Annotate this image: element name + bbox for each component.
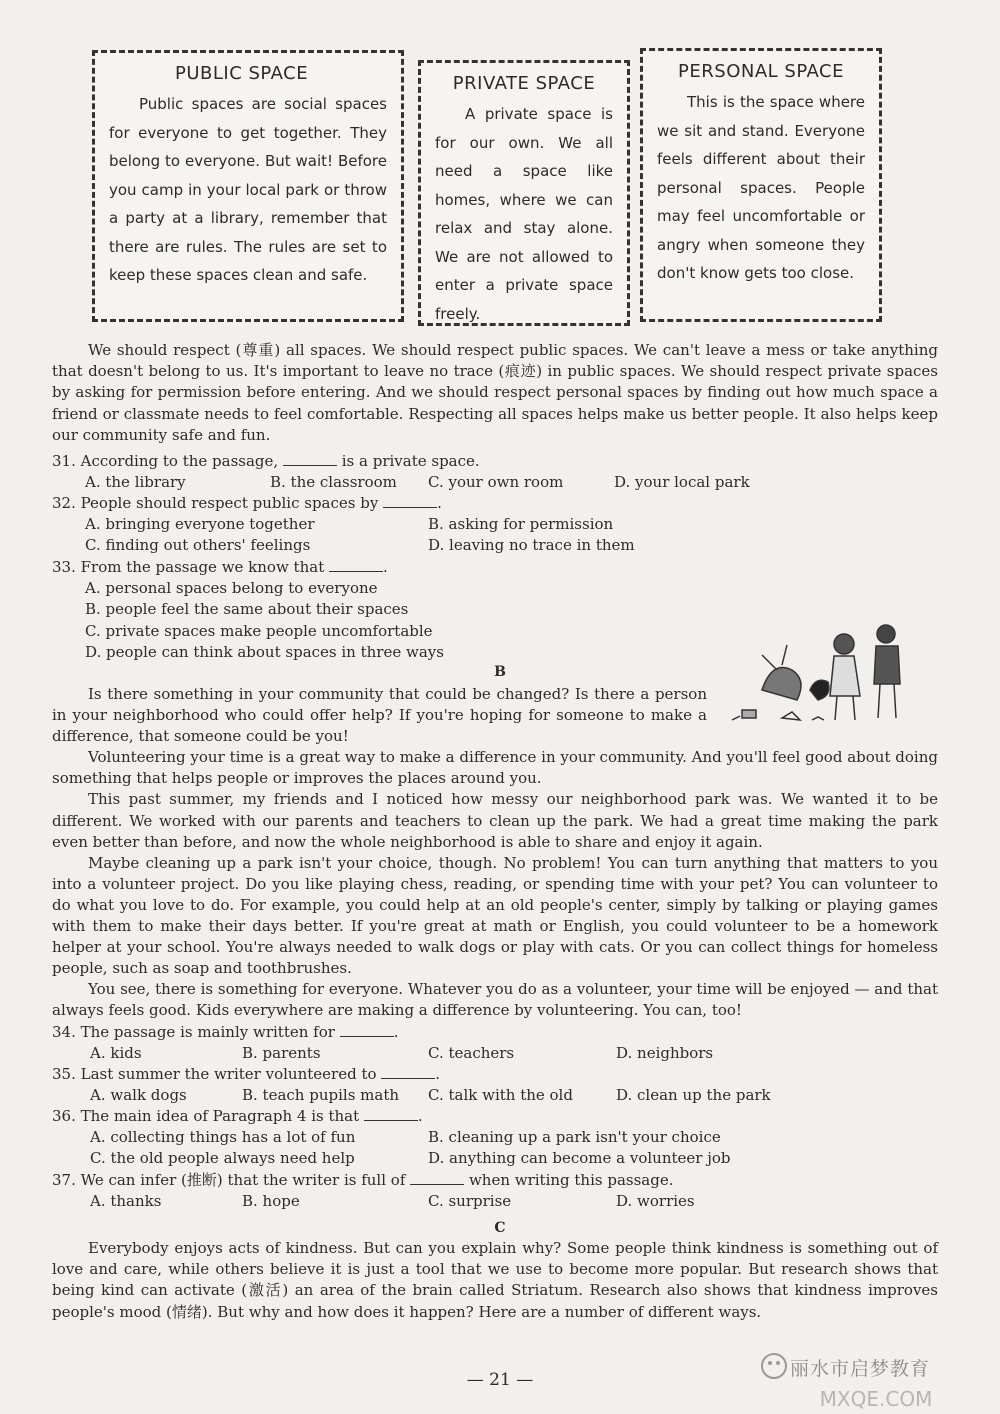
- option-b[interactable]: B. people feel the same about their spaces: [85, 600, 409, 619]
- option-c[interactable]: C. private spaces make people uncomfortable: [85, 621, 433, 640]
- stem-text: 37. We can infer (推断) that the writer is full of: [52, 1171, 406, 1189]
- stem-text: 33. From the passage we know that: [52, 558, 325, 576]
- option-a[interactable]: A. thanks: [90, 1192, 162, 1211]
- stem-text: .: [383, 558, 388, 576]
- private-space-box: [418, 60, 630, 326]
- personal-space-title: PERSONAL SPACE: [678, 61, 844, 82]
- question-stem: [52, 1022, 938, 1043]
- options-row: [52, 1085, 938, 1106]
- option-d[interactable]: D. neighbors: [616, 1044, 714, 1063]
- personal-space-text: This is the space where we sit and stand. Everyone feels different about their personal spaces. People may feel uncomfortable or angry when someone they don't know gets too close.: [657, 93, 865, 282]
- watermark-logo-text: MXQE.COM: [819, 1387, 933, 1410]
- stem-text: 35. Last summer the writer volunteered to: [52, 1065, 377, 1083]
- options-row: [52, 514, 938, 535]
- option-c[interactable]: C. finding out others' feelings: [85, 536, 311, 555]
- option-a[interactable]: A. kids: [90, 1044, 142, 1063]
- stem-text: .: [393, 1023, 399, 1041]
- passage-c-paragraph: Everybody enjoys acts of kindness. But can you explain why? Some people think kindness is something out of love and care, while others believe it is just a tool that we use to become more popular. But research shows that being kind can activate (激活) an area of the brain called Striatum. Research also shows that kindness improves people's mood (情绪). But why and how does it happen? Here are a number of different ways.: [52, 1239, 938, 1321]
- question-stem: [52, 557, 938, 578]
- option-b[interactable]: B. the classroom: [270, 473, 397, 492]
- section-c-heading: C: [494, 1220, 506, 1236]
- options-row: [52, 1148, 938, 1169]
- question-37: [52, 1170, 938, 1212]
- options-row: [52, 599, 938, 620]
- option-d[interactable]: D. people can think about spaces in three ways: [85, 642, 444, 661]
- option-b[interactable]: B. parents: [242, 1044, 321, 1063]
- answer-blank[interactable]: [410, 1170, 464, 1185]
- answer-blank[interactable]: [329, 557, 383, 572]
- stem-text: 36. The main idea of Paragraph 4 is that: [52, 1107, 360, 1125]
- option-a[interactable]: A. collecting things has a lot of fun: [90, 1128, 356, 1147]
- option-b[interactable]: B. cleaning up a park isn't your choice: [428, 1128, 721, 1147]
- question-35: [52, 1064, 938, 1106]
- option-d[interactable]: D. anything can become a volunteer job: [428, 1149, 731, 1168]
- option-a[interactable]: A. walk dogs: [90, 1086, 187, 1105]
- question-stem: [52, 1170, 938, 1191]
- option-a[interactable]: A. the library: [85, 473, 186, 492]
- options-row: [52, 1127, 938, 1148]
- options-row: [52, 1043, 938, 1064]
- stem-text: 31. According to the passage,: [52, 452, 279, 470]
- stem-text: .: [437, 494, 442, 512]
- option-b[interactable]: B. hope: [242, 1192, 300, 1211]
- question-stem: [52, 1106, 938, 1127]
- option-a[interactable]: A. bringing everyone together: [85, 515, 315, 534]
- private-space-title: PRIVATE SPACE: [452, 73, 596, 94]
- passage-b-paragraph-1: Is there something in your community that could be changed? Is there a person in your neighborhood who could offer help? If you're hoping for someone to make a difference, that someone could be you!: [52, 685, 707, 746]
- question-36: [52, 1106, 938, 1170]
- stem-text: .: [417, 1107, 423, 1125]
- option-c[interactable]: C. teachers: [428, 1044, 515, 1063]
- page-number: — 21 —: [466, 1370, 534, 1390]
- option-b[interactable]: B. asking for permission: [428, 515, 614, 534]
- option-c[interactable]: C. the old people always need help: [90, 1149, 355, 1168]
- private-space-text: A private space is for our own. We all need a space like homes, where we can relax and stay alone. We are not allowed to enter a private space freely.: [435, 105, 613, 323]
- stem-text: .: [435, 1065, 441, 1083]
- options-row: [52, 535, 938, 556]
- options-row: [52, 578, 938, 599]
- stem-text: 34. The passage is mainly written for: [52, 1023, 335, 1041]
- answer-blank[interactable]: [340, 1022, 394, 1037]
- watermark: [756, 1330, 996, 1410]
- stem-text: 32. People should respect public spaces by: [52, 494, 379, 512]
- option-d[interactable]: D. worries: [616, 1192, 695, 1211]
- passage-b-paragraph-3: This past summer, my friends and I noticed how messy our neighborhood park was. We wanted it to be different. We worked with our parents and teachers to clean up the park. We had a great time making the park even better than before, and now the whole neighborhood is able to share and enjoy it again.: [52, 790, 938, 851]
- option-c[interactable]: C. surprise: [428, 1192, 512, 1211]
- question-31: [52, 451, 938, 493]
- stem-text: is a private space.: [341, 452, 480, 470]
- watermark-text: 丽水市启梦教育: [790, 1358, 931, 1380]
- answer-blank[interactable]: [283, 451, 337, 466]
- option-b[interactable]: B. teach pupils math: [242, 1086, 400, 1105]
- passage-b-paragraph-5: You see, there is something for everyone. Whatever you do as a volunteer, your time will be enjoyed — and that always feels good. Kids everywhere are making a difference by volunteering. You can, too!: [52, 980, 938, 1020]
- option-d[interactable]: D. your local park: [614, 473, 750, 492]
- question-stem: [52, 1064, 938, 1085]
- passage-b: [52, 684, 938, 1022]
- passage-a-paragraph: We should respect (尊重) all spaces. We should respect public spaces. We can't leave a mess or take anything that doesn't belong to us. It's important to leave no trace (痕迹) in public spaces. We should respect private spaces by asking for permission before entering. And we should respect personal spaces by finding out how much space a friend or classmate needs to feel comfortable. Respecting all spaces helps make us better people. It also helps keep our community safe and fun.: [52, 341, 938, 444]
- passage-b-paragraph-4: Maybe cleaning up a park isn't your choice, though. No problem! You can turn anything that matters to you into a volunteer project. Do you like playing chess, reading, or spending time with your pet? You can volunteer to do what you love to do. For example, you could help at an old people's center, simply by talking or playing games with them to make their days better. If you're great at math or English, you could volunteer to be a homework helper at your school. You're always needed to walk dogs or play with cats. Or you can collect things for homeless people, such as soap and toothbrushes.: [52, 853, 938, 978]
- answer-blank[interactable]: [364, 1106, 418, 1121]
- question-stem: [52, 451, 938, 472]
- option-c[interactable]: C. talk with the old: [428, 1086, 573, 1105]
- public-space-box: [92, 50, 404, 322]
- question-32: [52, 493, 938, 557]
- public-space-title: PUBLIC SPACE: [175, 63, 309, 84]
- personal-space-box: [640, 48, 882, 322]
- option-d[interactable]: D. leaving no trace in them: [428, 536, 635, 555]
- question-stem: [52, 493, 938, 514]
- stem-text: when writing this passage.: [468, 1171, 674, 1189]
- passage-a-summary: [52, 340, 938, 446]
- answer-blank[interactable]: [381, 1064, 435, 1079]
- answer-blank[interactable]: [383, 493, 437, 508]
- section-b-heading: B: [494, 664, 506, 680]
- option-d[interactable]: D. clean up the park: [616, 1086, 771, 1105]
- options-row: [52, 472, 938, 493]
- option-c[interactable]: C. your own room: [428, 473, 564, 492]
- passage-c: [52, 1238, 938, 1323]
- question-34: [52, 1022, 938, 1064]
- options-row: [52, 1191, 938, 1212]
- public-space-text: Public spaces are social spaces for everyone to get together. They belong to everyone. But wait! Before you camp in your local park or throw a party at a library, remember that there are rules. The rules are set to keep these spaces clean and safe.: [109, 95, 387, 284]
- option-a[interactable]: A. personal spaces belong to everyone: [85, 579, 378, 598]
- passage-b-paragraph-2: Volunteering your time is a great way to make a difference in your community. And you'll feel good about doing something that helps people or improves the places around you.: [52, 748, 938, 788]
